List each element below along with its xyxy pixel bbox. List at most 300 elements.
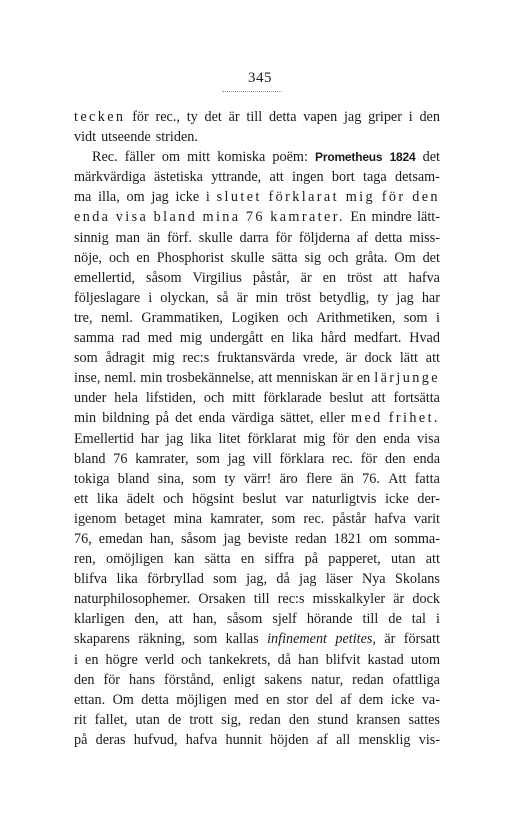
word: medfart. — [353, 330, 402, 347]
word: poëm: — [272, 149, 308, 166]
word: såsom — [226, 611, 263, 628]
word: af — [356, 229, 368, 246]
word: som — [193, 631, 218, 648]
word: för — [332, 430, 349, 447]
word: olyckan, — [160, 289, 209, 306]
word: sakens — [264, 671, 303, 688]
text-line — [74, 288, 440, 308]
word: för — [103, 671, 121, 688]
word: jag — [165, 430, 184, 447]
word: lika — [291, 330, 314, 347]
word: såsom — [146, 269, 182, 286]
word: till — [362, 611, 379, 628]
word: och — [287, 309, 308, 326]
word: såsom — [181, 530, 217, 547]
word: Emellertid — [74, 430, 134, 447]
word: frihet. — [388, 410, 440, 427]
word: Virgilius — [192, 269, 242, 286]
word: blifva — [74, 571, 108, 588]
text-line — [74, 348, 440, 368]
word: mig — [152, 350, 175, 367]
word: rec:s — [182, 350, 210, 367]
word: sätta — [271, 249, 298, 266]
word: och — [328, 249, 349, 266]
word: skulle — [230, 249, 265, 266]
text-line — [74, 629, 440, 649]
word: har — [421, 289, 440, 306]
text-line — [74, 408, 440, 428]
text-line — [74, 529, 440, 549]
word: utan — [135, 711, 160, 728]
word: i — [436, 611, 440, 628]
word: den — [419, 109, 440, 125]
word: hela — [114, 390, 138, 407]
word: infinement — [267, 631, 327, 648]
word: jag — [343, 109, 362, 125]
word: af — [340, 691, 352, 708]
word: flere — [306, 470, 333, 487]
word: litet — [218, 430, 241, 447]
word: påstår — [332, 510, 367, 527]
word: emedan — [98, 530, 143, 547]
word: dem — [358, 691, 384, 708]
word: förstånd, — [163, 671, 215, 688]
text-line — [74, 549, 440, 569]
text-line — [74, 509, 440, 529]
text-line — [74, 268, 440, 288]
word: igenom — [74, 510, 117, 527]
word: som — [74, 350, 98, 367]
word: detsam- — [395, 169, 440, 186]
word: äro — [279, 470, 298, 487]
word: kamrater. — [270, 209, 346, 226]
word: neml. — [104, 370, 137, 387]
text-line — [74, 207, 440, 227]
word: en — [136, 249, 150, 266]
text-line — [74, 147, 440, 167]
word: i — [148, 289, 153, 306]
word: natur, — [311, 671, 344, 688]
word: hafva — [185, 731, 218, 748]
word: den — [412, 189, 440, 206]
word: redan — [249, 711, 281, 728]
text-line — [74, 187, 440, 207]
word: icke — [385, 490, 409, 507]
word: 76 — [113, 450, 128, 467]
word: är — [393, 591, 405, 608]
word: Phosphorist — [156, 249, 224, 266]
word: på — [155, 410, 169, 427]
word: slutet — [216, 189, 262, 206]
text-line — [74, 248, 440, 268]
word: griper — [368, 109, 402, 125]
word: kan — [173, 551, 195, 568]
word: mitt — [232, 390, 256, 407]
word: hunnit — [225, 731, 262, 748]
text-line — [74, 609, 440, 629]
word: försatt — [403, 631, 440, 648]
text-line — [74, 650, 440, 670]
word: Att — [388, 470, 407, 487]
word: beviste — [247, 530, 289, 547]
word: tokiga — [74, 470, 110, 487]
word: en — [266, 691, 280, 708]
word: del — [315, 691, 333, 708]
word: emellertid, — [74, 269, 136, 286]
word: vill — [252, 450, 272, 467]
word: ren, — [74, 551, 96, 568]
word: darra — [239, 229, 269, 246]
word: vis- — [418, 731, 440, 748]
word: möjligen — [176, 691, 227, 708]
word: Arithmetiken, — [316, 309, 396, 326]
word: räkning, — [138, 631, 186, 648]
word: med — [351, 410, 383, 427]
text-line — [74, 489, 440, 509]
word: neml. — [101, 309, 133, 326]
word: att — [258, 370, 273, 387]
word: lika — [190, 430, 212, 447]
word: rad — [121, 330, 141, 347]
word: Prometheus — [315, 150, 383, 165]
word: vapen — [303, 109, 338, 125]
word: den — [384, 450, 406, 467]
word: bland — [153, 209, 198, 226]
word: att — [371, 390, 386, 407]
word: lätt- — [417, 209, 440, 226]
word: lika — [96, 490, 119, 507]
word: värdiga — [231, 410, 275, 427]
word: den — [355, 430, 377, 447]
word: va- — [421, 691, 440, 708]
word: icke — [175, 189, 200, 206]
word: Skolans — [394, 571, 440, 588]
word: förf. — [167, 229, 192, 246]
word: mindre — [371, 209, 412, 226]
word: utseende — [101, 129, 151, 146]
word: fruktansvärda — [217, 350, 296, 367]
word: samma — [74, 330, 115, 347]
word: om — [369, 530, 388, 547]
page-number-rule — [222, 91, 282, 92]
word: 76, — [74, 530, 92, 547]
word: vidt — [74, 129, 97, 146]
word: mina — [173, 510, 203, 527]
word: verld — [144, 651, 175, 668]
word: ty — [377, 289, 389, 306]
word: lifstiden, — [145, 390, 196, 407]
word: för — [275, 229, 292, 246]
word: hörande — [306, 611, 353, 628]
word: hans — [128, 671, 155, 688]
word: visa — [417, 430, 440, 447]
word: bildning — [102, 410, 150, 427]
word: tröst — [347, 269, 373, 286]
word: jag — [299, 571, 317, 588]
word: till — [246, 109, 263, 125]
word: har — [140, 430, 159, 447]
text-line — [74, 449, 440, 469]
word: att — [425, 350, 440, 367]
word: sig — [304, 249, 322, 266]
word: en — [240, 551, 255, 568]
word: ådragit — [105, 350, 145, 367]
text-line — [74, 690, 440, 710]
word: utan — [390, 551, 416, 568]
text-line — [74, 107, 440, 127]
word: som — [196, 450, 220, 467]
word: en — [270, 330, 285, 347]
word: siffra — [264, 551, 295, 568]
word: att — [269, 169, 284, 186]
word: och — [108, 249, 130, 266]
word: i — [436, 309, 440, 326]
word: i — [408, 109, 413, 125]
word: ästetiska — [154, 169, 203, 186]
text-line — [74, 589, 440, 609]
word: med — [147, 330, 173, 347]
word: trosbekännelse, — [166, 370, 255, 387]
word: hafva — [374, 510, 406, 527]
word: vrede, — [302, 350, 338, 367]
word: hufvud, — [133, 731, 178, 748]
word: fallet, — [94, 711, 128, 728]
word: Orsaken — [198, 591, 246, 608]
word: att — [168, 611, 183, 628]
word: yttrande, — [211, 169, 262, 186]
word: rec. — [332, 450, 353, 467]
word: somma- — [394, 530, 440, 547]
word: rec:s — [277, 591, 305, 608]
word: höjden — [269, 731, 309, 748]
word: tecken — [74, 109, 126, 125]
word: striden. — [155, 129, 198, 146]
word: betaget — [124, 510, 166, 527]
word: trott — [189, 711, 214, 728]
word: Nya — [361, 571, 386, 588]
word: värr! — [243, 470, 272, 487]
text-line — [74, 670, 440, 690]
word: min — [255, 289, 278, 306]
word: jag — [223, 530, 241, 547]
word: jag — [151, 189, 169, 206]
word: tankekrets, — [208, 651, 271, 668]
text-line — [74, 127, 440, 147]
word: kamrater, — [135, 450, 189, 467]
word: der- — [417, 490, 440, 507]
word: om — [161, 149, 180, 166]
word: varit — [413, 510, 440, 527]
word: redan — [295, 530, 327, 547]
word: märkvärdiga — [74, 169, 146, 186]
word: nöje, — [74, 249, 102, 266]
word: rit — [74, 711, 87, 728]
word: är — [228, 109, 240, 125]
word: gråta. — [355, 249, 388, 266]
word: mitt — [187, 149, 211, 166]
word: jag — [396, 289, 414, 306]
word: fatta — [414, 470, 440, 487]
word: klarligen — [74, 611, 125, 628]
word: på — [74, 731, 88, 748]
word: påstår, — [252, 269, 290, 286]
word: följeslagare — [74, 289, 141, 306]
word: Logiken — [231, 309, 279, 326]
text-line — [74, 710, 440, 730]
word: ty — [224, 470, 236, 487]
word: förklara — [279, 450, 325, 467]
word: illa, — [98, 189, 120, 206]
word: icke — [390, 691, 415, 708]
word: omöjligen — [105, 551, 164, 568]
word: papperet, — [328, 551, 381, 568]
word: miss- — [409, 229, 440, 246]
word: blifvit — [325, 651, 361, 668]
word: och — [203, 390, 225, 407]
word: Om — [394, 249, 416, 266]
word: man — [115, 229, 140, 246]
word: det — [175, 410, 193, 427]
word: ädelt — [126, 490, 155, 507]
word: bland — [117, 470, 150, 487]
word: 1824 — [389, 150, 416, 165]
text-line — [74, 429, 440, 449]
word: bland — [74, 450, 106, 467]
word: sina, — [157, 470, 185, 487]
word: En — [350, 209, 367, 226]
word: dock — [364, 350, 393, 367]
word: mensklig — [358, 731, 411, 748]
word: enda — [413, 450, 440, 467]
word: beslut — [329, 390, 364, 407]
word: sig, — [221, 711, 242, 728]
word: jag, — [246, 571, 268, 588]
word: fäller — [124, 149, 155, 166]
word: skaparens — [74, 631, 130, 648]
word: stor — [286, 691, 309, 708]
word: ty — [186, 109, 198, 125]
word: 76 — [245, 209, 265, 226]
word: sinnig — [74, 229, 109, 246]
word: det — [422, 149, 440, 166]
word: än — [146, 229, 161, 246]
word: detta — [141, 691, 169, 708]
word: komiska — [217, 149, 266, 166]
word: detta — [268, 109, 297, 125]
word: sätta — [204, 551, 231, 568]
text-line — [74, 228, 440, 248]
word: till — [253, 591, 270, 608]
text-line — [74, 388, 440, 408]
word: hafva — [408, 269, 440, 286]
word: taga — [363, 169, 387, 186]
word: enligt — [222, 671, 256, 688]
word: ofattliga — [392, 671, 440, 688]
word: än — [340, 470, 354, 487]
word: petites, — [335, 631, 376, 648]
word: var — [285, 490, 304, 507]
word: är — [236, 289, 248, 306]
word: och — [162, 490, 184, 507]
word: ma — [74, 189, 92, 206]
word: en — [356, 370, 371, 387]
word: Grammatiken, — [141, 309, 223, 326]
word: naturligtvis — [311, 490, 377, 507]
word: som — [213, 571, 237, 588]
page-number: 345 — [248, 70, 272, 86]
word: i — [205, 189, 210, 206]
text-block — [74, 107, 440, 750]
word: han, — [149, 530, 174, 547]
word: ettan. — [74, 691, 106, 708]
word: som — [192, 470, 217, 487]
word: Hvad — [409, 330, 440, 347]
word: är — [384, 631, 396, 648]
word: är — [300, 269, 312, 286]
text-line — [74, 730, 440, 750]
word: sattes — [408, 711, 440, 728]
word: betydlig, — [319, 289, 370, 306]
word: på — [304, 551, 318, 568]
word: all — [336, 731, 351, 748]
word: rec. — [303, 510, 325, 527]
word: detta — [374, 229, 403, 246]
word: tröst — [285, 289, 312, 306]
word: dock — [412, 591, 440, 608]
word: mig — [345, 189, 375, 206]
word: högsint — [192, 490, 234, 507]
word: tre, — [74, 309, 93, 326]
word: och — [181, 651, 202, 668]
word: kransen — [356, 711, 401, 728]
word: under — [74, 390, 107, 407]
word: lätt — [399, 350, 418, 367]
word: förklarat — [247, 430, 297, 447]
word: de — [167, 711, 182, 728]
word: den — [74, 671, 95, 688]
word: Rec. — [92, 149, 118, 166]
word: undergått — [209, 330, 264, 347]
text-line — [74, 569, 440, 589]
word: mig — [179, 330, 202, 347]
word: ingen — [292, 169, 324, 186]
word: naturphilosophemer. — [74, 591, 191, 608]
word: lika — [116, 571, 138, 588]
word: mig — [303, 430, 326, 447]
word: enda — [383, 430, 411, 447]
word: min — [140, 370, 163, 387]
word: sättet, — [280, 410, 314, 427]
word: läser — [325, 571, 353, 588]
word: bort — [331, 169, 355, 186]
word: enda — [74, 209, 111, 226]
word: för — [132, 109, 149, 125]
word: högre — [105, 651, 138, 668]
word: menniskan — [276, 370, 338, 387]
word: fortsätta — [393, 390, 440, 407]
word: kamrater, — [210, 510, 264, 527]
word: att — [425, 551, 440, 568]
word: följderna — [298, 229, 351, 246]
word: det — [422, 249, 440, 266]
word: är — [341, 370, 353, 387]
word: så — [216, 289, 229, 306]
word: de — [388, 611, 402, 628]
word: deras — [95, 731, 126, 748]
word: han, — [192, 611, 217, 628]
word: stund — [317, 711, 349, 728]
word: förbryllad — [147, 571, 204, 588]
